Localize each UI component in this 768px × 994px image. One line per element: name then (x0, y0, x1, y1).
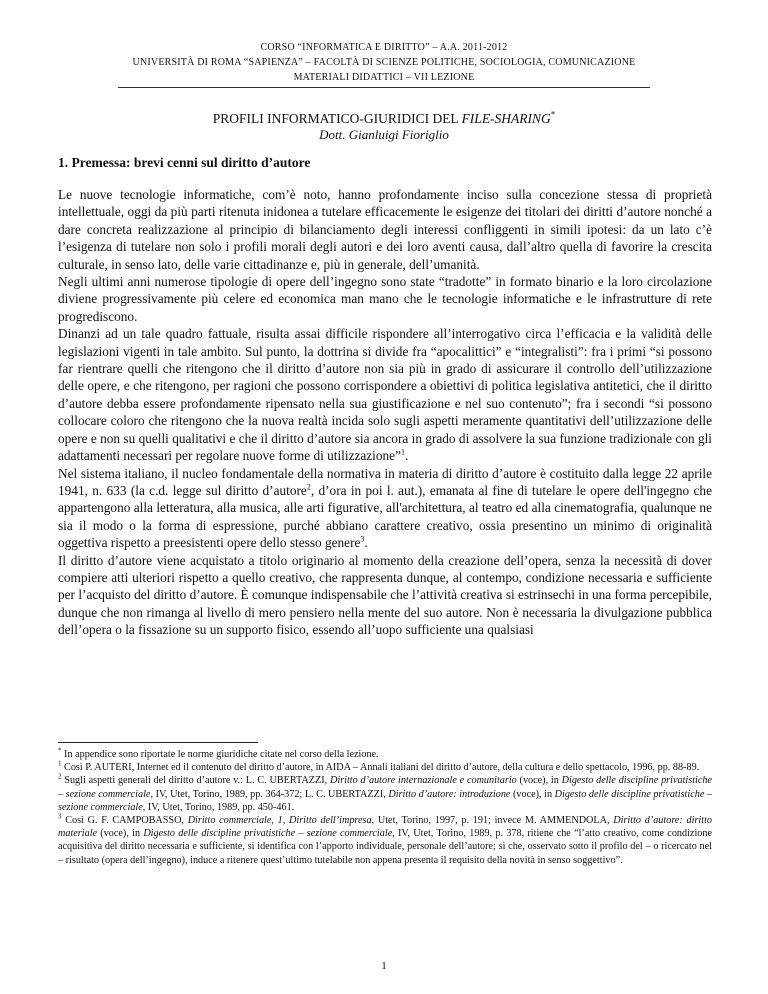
paragraph-4-text-c: . (364, 535, 368, 551)
document-title (0, 111, 768, 127)
paragraph-3 (58, 325, 712, 464)
footnote-star-mark: * (58, 746, 62, 755)
footnote-3-text-b: , Utet, Torino, 1997, p. 191; invece M. AMMENDOLA, (371, 815, 614, 827)
footnote-3 (58, 814, 712, 867)
footnotes (58, 748, 712, 867)
page-number: 1 (381, 960, 387, 972)
footnote-2-text-e: , IV, Utet, Torino, 1989, pp. 450-461. (142, 801, 295, 813)
section-heading: 1. Premessa: brevi cenni sul diritto d’autore (58, 155, 311, 170)
title-text: PROFILI INFORMATICO-GIURIDICI DEL (212, 111, 462, 126)
paragraph-4 (58, 465, 712, 552)
footnote-divider (58, 742, 258, 743)
footnote-ref-2: 2 (306, 482, 311, 492)
page-header (0, 40, 768, 85)
footnote-star-text: In appendice sono riportate le norme giuridiche citate nel corso della lezione. (61, 749, 379, 760)
footnote-3-title-a: Diritto commerciale, 1, Diritto dell’impresa (187, 815, 372, 827)
footnote-3-text-d: , IV, Utet, Torino, 1989, p. 378, ritiene che “l’atto creativo, come condizione acquisitiva del diritto necessaria e sufficiente, si identifica con l’apporto individuale, personale dell’autore; sì che, osservato sotto il profilo del – o ricercato nel – risultato (opera dell’ingegno), induce a ritenere quest’ultimo tutelabile non appena presenta il requisito della novità in senso soggettivo”. (58, 828, 712, 866)
header-course-line: CORSO “INFORMATICA E DIRITTO” – A.A. 2011-2012 (260, 42, 508, 53)
paragraph-1: Le nuove tecnologie informatiche, com’è noto, hanno profondamente inciso sulla concezione stessa di proprietà intellettuale, oggi da più parti ritenuta inidonea a tutelare efficacemente le esigenze dei titolari dei diritti d’autore nonché a dare concreta realizzazione al principio di bilanciamento degli interessi confliggenti in simili ipotesi: da un lato c’è l’esigenza di tutelare non solo i profili morali degli autori e dei loro aventi causa, dall’altro quella di favorire la crescita culturale, in senso lato, delle varie cittadinanze e, più in generale, dell’umanità. (58, 187, 712, 272)
footnote-2-title-a: Diritto d’autore internazionale e comunitario (329, 775, 517, 787)
title-italic: FILE-SHARING (461, 111, 551, 126)
footnote-2-source-b: Digesto delle discipline privatistiche – sezione commerciale (58, 788, 712, 813)
paragraph-3-end: . (404, 448, 409, 464)
body-text (58, 186, 712, 639)
footnote-3-text-c: (voce), in (97, 828, 144, 840)
header-materials-line: MATERIALI DIDATTICI – VII LEZIONE (293, 72, 475, 83)
footnote-2-mark: 2 (58, 773, 62, 782)
footnote-ref-1: 1 (400, 447, 405, 457)
footnote-2-source-a: Digesto delle discipline privatistiche – sezione commerciale (58, 775, 713, 800)
paragraph-4-text-a: Nel sistema italiano, il nucleo fondamentale della normativa in materia di diritto d’autore è costituito dalla legge 22 aprile 1941, n. 633 (la c.d. legge sul diritto d’autore (58, 465, 712, 498)
footnote-3-title-b: Diritto d’autore: diritto materiale (58, 815, 713, 840)
footnote-2-text-a: Sugli aspetti generali del diritto d’autore v.: L. C. UBERTAZZI, (61, 775, 330, 787)
footnote-1-mark: 1 (58, 759, 62, 768)
footnote-2-text-c: , IV, Utet, Torino, 1989, pp. 364-372; L. C. UBERTAZZI, (150, 788, 389, 800)
footnote-1 (58, 761, 712, 774)
footnote-ref-3: 3 (360, 534, 365, 544)
paragraph-2: Negli ultimi anni numerose tipologie di opere dell’ingegno sono state “tradotte” in formato binario e la loro circolazione diviene progressivamente più celere ed economica man mano che le tecnologie informatiche e le infrastrutture di rete progrediscono. (58, 274, 712, 324)
title-footnote-marker: * (550, 109, 556, 120)
footnote-2-text-d: (voce), in (510, 788, 555, 800)
header-university-line: UNIVERSITÀ DI ROMA “SAPIENZA” – FACOLTÀ DI SCIENZE POLITICHE, SOCIOLOGIA, COMUNICAZIONE (132, 57, 636, 68)
footnote-3-text-a: Così G. F. CAMPOBASSO, (61, 815, 188, 827)
paragraph-5: Il diritto d’autore viene acquistato a titolo originario al momento della creazione dell’opera, senza la necessità di dover compiere atti ulteriori rispetto a quello creativo, che rappresenta dunque, al contempo, condizione necessaria e sufficiente per l’acquisto del diritto d’autore. È comunque indispensabile che l’attività creativa si estrinsechi in una forma percepibile, dunque che non rimanga al livello di mero pensiero nella mente del suo autore. Non è necessaria la divulgazione pubblica dell’opera o la fissazione su un supporto fisico, essendo all’uopo sufficiente una qualsiasi (58, 552, 712, 638)
footnote-2-title-b: Diritto d’autore: introduzione (388, 788, 511, 800)
document-author: Dott. Gianluigi Fioriglio (319, 127, 449, 142)
footnote-3-mark: 3 (58, 812, 62, 821)
header-divider (118, 87, 650, 88)
footnote-3-source: Digesto delle discipline privatistiche – sezione commerciale (143, 828, 393, 840)
paragraph-4-text-b: , d’ora in poi l. aut.), emanata al fine di tutelare le opere dell'ingegno che appartengono alla letteratura, alla musica, alle arti figurative, all'architettura, al teatro ed alla cinematografia, qualunque ne sia il modo o la forma di espressione, purché abbiano carattere creativo, ossia presentino un minimo di originalità oggettiva rispetto a preesistenti opere dello stesso genere (58, 482, 712, 551)
footnote-2 (58, 774, 712, 814)
footnote-star (58, 748, 712, 761)
footnote-1-text: Così P. AUTERI, Internet ed il contenuto del diritto d’autore, in AIDA – Annali italiani del diritto d’autore, della cultura e dello spettacolo, 1996, pp. 88-89. (61, 762, 700, 774)
footnote-2-text-b: (voce), in (516, 775, 562, 787)
paragraph-3-text: Dinanzi ad un tale quadro fattuale, risulta assai difficile rispondere all’interrogativo circa l’efficacia e la validità delle legislazioni vigenti in tale ambito. Sul punto, la dottrina si divide fra “apocalittici” e “integralisti”: fra i primi “si possono far rientrare quelli che ritengono che il diritto d’autore non sia più in grado di assicurare il controllo dell’utilizzazione delle opere, e che ritengono, per ragioni che possono corrispondere a obiettivi di politica legislativa antitetici, che il diritto d’autore debba essere profondamente ripensato nella sua giustificazione e nel suo contenuto”; fra i secondi “si possono collocare coloro che ritengono che la nuova realtà incida solo sugli aspetti meramente quantitativi dell’utilizzazione delle opere e non su quelli qualitativi e che il diritto d’autore sia ancora in grado di assolvere la sua funzione tradizionale con gli adattamenti necessari per regolare nuove forme di utilizzazione” (58, 326, 712, 464)
